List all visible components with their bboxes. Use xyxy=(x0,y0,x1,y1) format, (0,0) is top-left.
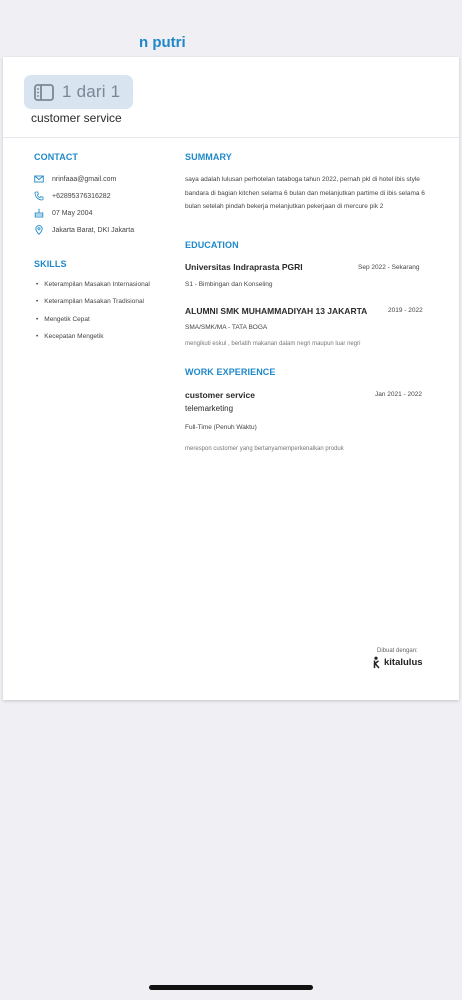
page-indicator[interactable] xyxy=(24,75,133,109)
phone-icon xyxy=(34,191,44,201)
work-company: telemarketing xyxy=(185,404,234,413)
kitalulus-logo-icon xyxy=(372,656,382,669)
mail-icon xyxy=(34,174,44,184)
contact-email-text: nrinfaaa@gmail.com xyxy=(52,175,117,183)
education-school: ALUMNI SMK MUHAMMADIYAH 13 JAKARTA xyxy=(185,306,368,316)
header-divider xyxy=(3,137,459,138)
summary-title: SUMMARY xyxy=(185,152,232,162)
made-with-label: Dibuat dengan: xyxy=(377,648,418,654)
education-degree: S1 - Bimbingan dan Konseling xyxy=(185,281,273,288)
contact-location-text: Jakarta Barat, DKI Jakarta xyxy=(52,226,135,234)
work-position: customer service xyxy=(185,390,255,400)
work-date: Jan 2021 - 2022 xyxy=(375,391,422,398)
contact-birthdate-text: 07 May 2004 xyxy=(52,209,93,217)
location-pin-icon xyxy=(34,225,44,235)
education-date: 2019 - 2022 xyxy=(388,307,423,314)
resume-name: n putri xyxy=(139,34,186,51)
skill-item: • Keterampilan Masakan Tradisional xyxy=(36,298,144,305)
page-indicator-label: 1 dari 1 xyxy=(62,82,121,101)
work-title: WORK EXPERIENCE xyxy=(185,367,276,377)
work-type: Full-Time (Penuh Waktu) xyxy=(185,424,257,431)
education-degree: SMA/SMK/MA - TATA BOGA xyxy=(185,324,268,331)
skills-title: SKILLS xyxy=(34,259,67,269)
contact-email xyxy=(34,174,116,184)
contact-title: CONTACT xyxy=(34,152,79,162)
work-description: merespon customer yang bertanyamemperkenalkan produk xyxy=(185,446,344,452)
skill-item: • Mengetik Cepat xyxy=(36,316,90,323)
home-indicator[interactable] xyxy=(149,985,313,990)
contact-birthdate xyxy=(34,208,92,218)
cake-icon xyxy=(34,208,44,218)
contact-phone xyxy=(34,191,111,201)
summary-text: saya adalah lulusan perhotelan tataboga tahun 2022, pernah pkl di hotel ibis style bandara di bagian kitchen selama 6 bulan dan melanjutkan partime di ibis selama 6 bulan setelah pindah bekerja melanjutkan pekerjaan di mercure pik 2 xyxy=(185,176,425,210)
education-school: Universitas Indraprasta PGRI xyxy=(185,262,303,272)
book-icon xyxy=(34,84,54,101)
contact-location xyxy=(34,225,134,235)
education-date: Sep 2022 - Sekarang xyxy=(358,264,420,271)
brand-name: kitalulus xyxy=(384,657,423,668)
education-description: mengikuti eskul , berlatih makanan dalam negri maupun luar negri xyxy=(185,341,361,347)
resume-role: customer service xyxy=(31,111,122,125)
skill-item: • Keterampilan Masakan Internasional xyxy=(36,281,150,288)
contact-phone-text: +6289537631628​2 xyxy=(52,192,111,200)
education-title: EDUCATION xyxy=(185,240,239,250)
skill-item: • Kecepatan Mengetik xyxy=(36,333,104,340)
brand-logo xyxy=(372,656,423,669)
